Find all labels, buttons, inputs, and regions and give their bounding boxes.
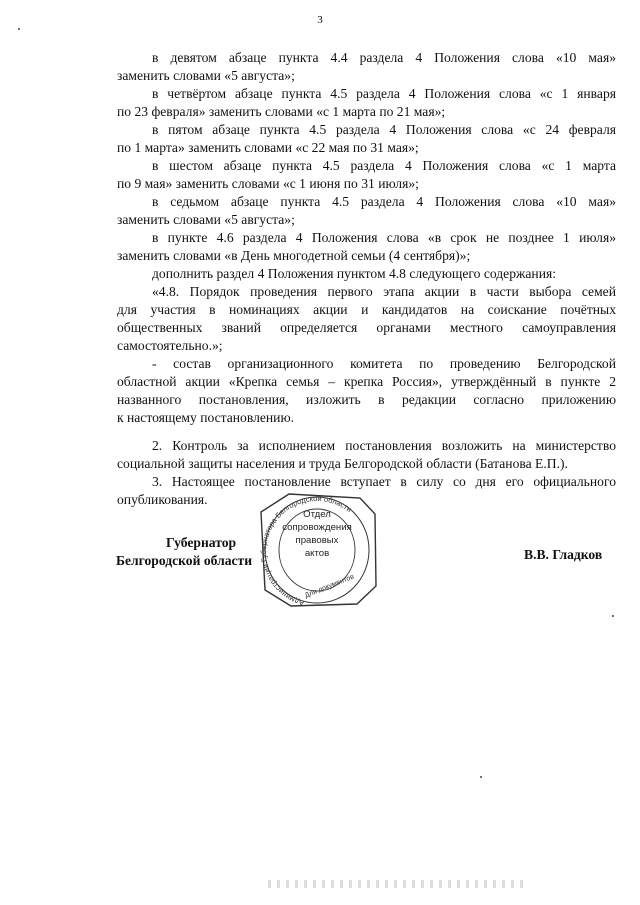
- body-line: «4.8. Порядок проведения первого этапа акции в части выбора семей: [152, 284, 616, 299]
- signature-title-line2: Белгородской области: [116, 553, 253, 568]
- page-number: 3: [317, 14, 323, 26]
- body-line: в девятом абзаце пункта 4.4 раздела 4 Положения слова «10 мая»: [152, 50, 616, 65]
- signature-title-line1: Губернатор: [166, 535, 237, 550]
- body-line: по 23 февраля» заменить словами «с 1 марта по 21 мая»;: [117, 104, 446, 119]
- body-line: социальной защиты населения и труда Белгородской области (Батанова Е.П.).: [117, 456, 568, 471]
- scan-speck: [612, 615, 614, 617]
- body-line: - состав организационного комитета по проведению Белгородской: [152, 356, 616, 371]
- body-line: для участия в номинациях акции и кандидатов на соискание почётных: [117, 302, 616, 317]
- stamp-center-text: [282, 508, 352, 592]
- official-stamp: [255, 490, 380, 610]
- body-line: общественных званий определяется органами местного самоуправления: [117, 320, 616, 335]
- stamp-bottom-text: Для документов: [303, 573, 356, 600]
- body-line: самостоятельно.»;: [117, 338, 223, 353]
- body-line: областной акции «Крепка семья – крепка Россия», утверждённый в пункте 2: [117, 374, 616, 389]
- body-line: опубликования.: [117, 492, 208, 507]
- body-line: в четвёртом абзаце пункта 4.5 раздела 4 Положения слова «с 1 января: [152, 86, 616, 101]
- body-line: заменить словами «5 августа»;: [117, 212, 295, 227]
- stamp-center-line: актов: [304, 548, 330, 559]
- body-line: 2. Контроль за исполнением постановления возложить на министерство: [152, 438, 616, 453]
- body-line: дополнить раздел 4 Положения пунктом 4.8 следующего содержания:: [152, 266, 557, 281]
- body-line: заменить словами «в День многодетной семьи (4 сентября)»;: [117, 248, 471, 263]
- scan-noise-strip: [268, 880, 528, 888]
- body-line: по 9 мая» заменить словами «с 1 июня по 31 июля»;: [117, 176, 419, 191]
- stamp-ring-text: Администрация Губернатора Белгородской области: [259, 493, 354, 609]
- body-line: названного постановления, изложить в редакции согласно приложению: [117, 392, 616, 407]
- stamp-center-line: правовых: [295, 535, 339, 546]
- body-line: заменить словами «5 августа»;: [117, 68, 295, 83]
- body-line: 3. Настоящее постановление вступает в силу со дня его официального: [152, 474, 616, 489]
- stamp-center-line: Отдел: [303, 509, 331, 520]
- scan-speck: [18, 28, 20, 30]
- body-line: в шестом абзаце пункта 4.5 раздела 4 Положения слова «с 1 марта: [152, 158, 616, 173]
- body-line: в пункте 4.6 раздела 4 Положения слова «в срок не позднее 1 июля»: [152, 230, 616, 245]
- body-line: к настоящему постановлению.: [117, 410, 295, 425]
- stamp-center-line: сопровождения: [282, 522, 352, 533]
- scan-speck: [480, 776, 482, 778]
- signature-name: В.В. Гладков: [524, 547, 603, 562]
- body-line: в пятом абзаце пункта 4.5 раздела 4 Положения слова «с 24 февраля: [152, 122, 616, 137]
- body-line: в седьмом абзаце пункта 4.5 раздела 4 Положения слова «10 мая»: [152, 194, 616, 209]
- body-line: по 1 марта» заменить словами «с 22 мая по 31 мая»;: [117, 140, 419, 155]
